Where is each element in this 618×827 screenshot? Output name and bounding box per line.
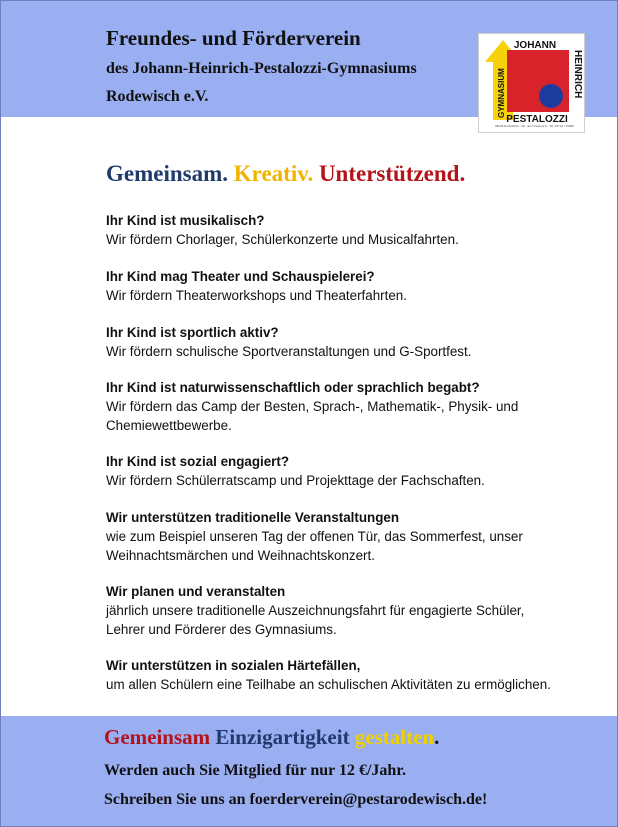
section-music [106,211,566,249]
section-answer: Wir fördern schulische Sportveranstaltungen und G-Sportfest. [106,344,472,359]
header-line-1: Freundes- und Förderverein [106,26,361,50]
section-events [106,508,566,565]
section-award-trip [106,582,566,639]
section-answer-line-2: Weihnachtsmärchen und Weihnachtskonzert. [106,548,375,563]
section-answer: Wir fördern Schülerratscamp und Projekttage der Fachschaften. [106,473,485,488]
section-answer-line-1: wie zum Beispiel unseren Tag der offenen Tür, das Sommerfest, unser [106,529,523,544]
logo-word-gymnasium: GYMNASIUM [497,68,506,118]
header-line-3: Rodewisch e.V. [106,88,209,105]
section-social [106,452,566,490]
section-question: Ihr Kind mag Theater und Schauspielerei? [106,269,375,284]
section-question: Wir planen und veranstalten [106,584,286,599]
section-theater [106,267,566,305]
logo-word-heinrich: HEINRICH [572,50,583,99]
logo-blue-circle [539,84,563,108]
section-answer-line-2: Lehrer und Förderer des Gymnasiums. [106,622,337,637]
header-title-block [106,25,417,107]
section-science-language [106,378,566,435]
slogan-part-1: Gemeinsam [104,725,211,749]
section-question: Wir unterstützen traditionelle Veranstaltungen [106,510,400,525]
section-answer-line-2: Chemiewettbewerbe. [106,418,232,433]
section-answer-line-1: Wir fördern das Camp der Besten, Sprach-, Mathematik-, Physik- und [106,399,519,414]
school-logo [478,33,585,133]
slogan-part-2: Einzigartigkeit [215,725,350,749]
section-answer: Wir fördern Theaterworkshops und Theaterfahrten. [106,288,407,303]
footer-slogan [104,725,439,750]
motto [106,161,465,187]
slogan-period: . [434,725,440,749]
motto-part-3: Unterstützend. [318,161,466,186]
section-answer: Wir fördern Chorlager, Schülerkonzerte und Musicalfahrten. [106,232,459,247]
section-question: Wir unterstützen in sozialen Härtefällen, [106,658,361,673]
section-question: Ihr Kind ist sportlich aktiv? [106,325,279,340]
header-line-2: des Johann-Heinrich-Pestalozzi-Gymnasiums [106,60,417,77]
logo-word-pestalozzi: PESTALOZZI [506,114,568,125]
motto-part-1: Gemeinsam. [106,161,229,186]
slogan-part-3: gestalten [354,725,435,749]
membership-text: Werden auch Sie Mitglied für nur 12 €/Jahr. [104,762,406,779]
section-question: Ihr Kind ist sozial engagiert? [106,454,290,469]
section-question: Ihr Kind ist musikalisch? [106,213,265,228]
logo-word-johann: JOHANN [513,40,557,51]
section-answer: um allen Schülern eine Teilhabe an schulischen Aktivitäten zu ermöglichen. [106,677,551,692]
logo-footer-text: 08228 Rodewisch · Str. des Friedens 6 · Tel. 03744 / 36980 [495,124,574,128]
section-question: Ihr Kind ist naturwissenschaftlich oder sprachlich begabt? [106,380,480,395]
section-hardship [106,656,566,694]
motto-part-2: Kreativ. [233,161,314,186]
section-answer-line-1: jährlich unsere traditionelle Auszeichnungsfahrt für engagierte Schüler, [106,603,525,618]
contact-text: Schreiben Sie uns an foerderverein@pestarodewisch.de! [104,791,488,808]
section-sport [106,323,566,361]
